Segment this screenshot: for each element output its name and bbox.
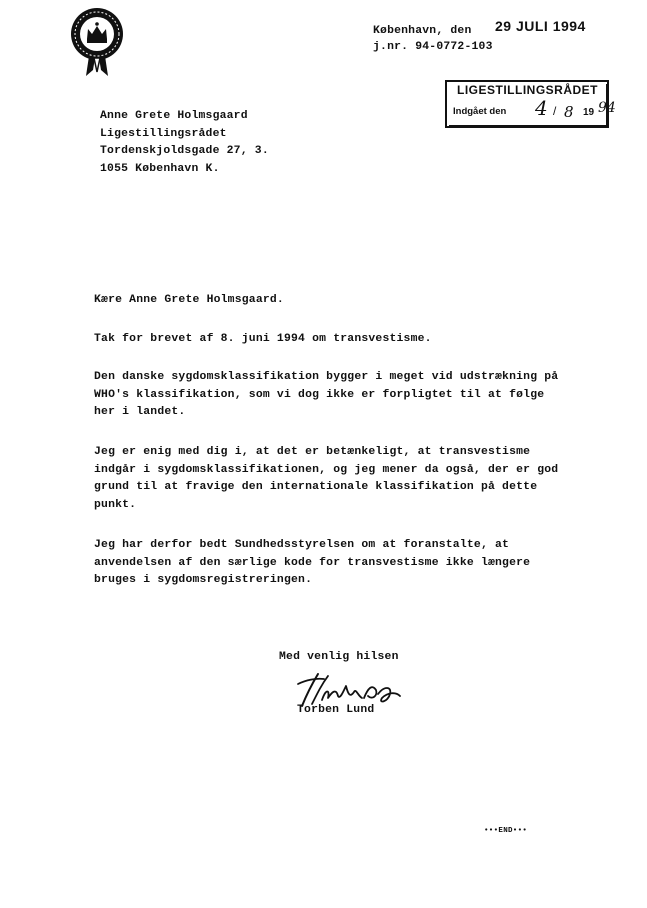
text-line: Jeg er enig med dig i, at det er betænkeligt, at transvestisme	[94, 446, 531, 458]
address-line: Tordenskjoldsgade 27, 3.	[100, 145, 269, 158]
stamp-label: Indgået den	[453, 106, 507, 117]
stamp-day: 4	[535, 96, 548, 120]
end-mark: •••END•••	[484, 827, 528, 835]
paragraph-3	[94, 444, 564, 514]
paragraph-2	[94, 369, 564, 422]
text-line: WHO's klassifikation, som vi dog ikke er forpligtet til at følge	[94, 388, 545, 401]
paragraph-4	[94, 537, 564, 590]
journal-number: j.nr. 94-0772-103	[373, 41, 493, 53]
stamp-slash: /	[553, 104, 557, 118]
recipient-address	[100, 108, 269, 178]
stamp-year-printed: 19	[583, 107, 595, 118]
received-stamp	[445, 80, 616, 128]
text-line: Den danske sygdomsklassifikation bygger i meget vid udstrækning på	[94, 371, 559, 383]
paragraph-1	[94, 331, 564, 349]
text-line: her i landet.	[94, 406, 186, 419]
text-line: bruges i sygdomsregistreringen.	[94, 574, 313, 587]
stamp-year-handwritten: 94	[598, 100, 616, 116]
date-line: København, den	[373, 25, 472, 37]
stamp-org: LIGESTILLINGSRÅDET	[457, 83, 598, 97]
text-line: Tak for brevet af 8. juni 1994 om transvestisme.	[94, 333, 432, 345]
salutation: Kære Anne Grete Holmsgaard.	[94, 294, 284, 306]
date-stamp: 29 JULI 1994	[495, 18, 586, 34]
closing-greeting: Med venlig hilsen	[279, 651, 399, 663]
text-line: punkt.	[94, 498, 137, 511]
stamp-month: 8	[564, 103, 574, 121]
stamp-frame	[445, 80, 616, 128]
text-line: anvendelsen af den særlige kode for transvestisme ikke længere	[94, 556, 531, 569]
text-line: Jeg har derfor bedt Sundhedsstyrelsen om at foranstalte, at	[94, 539, 510, 551]
text-line: indgår i sygdomsklassifikationen, og jeg mener da også, der er god	[94, 463, 559, 476]
signer-name: Torben Lund	[297, 704, 375, 716]
text-line: grund til at fravige den internationale klassifikation på dette	[94, 481, 538, 494]
address-line: Anne Grete Holmsgaard	[100, 110, 248, 122]
address-line: 1055 København K.	[100, 162, 220, 175]
address-line: Ligestillingsrådet	[100, 127, 227, 140]
crown-seal-icon	[64, 6, 130, 78]
